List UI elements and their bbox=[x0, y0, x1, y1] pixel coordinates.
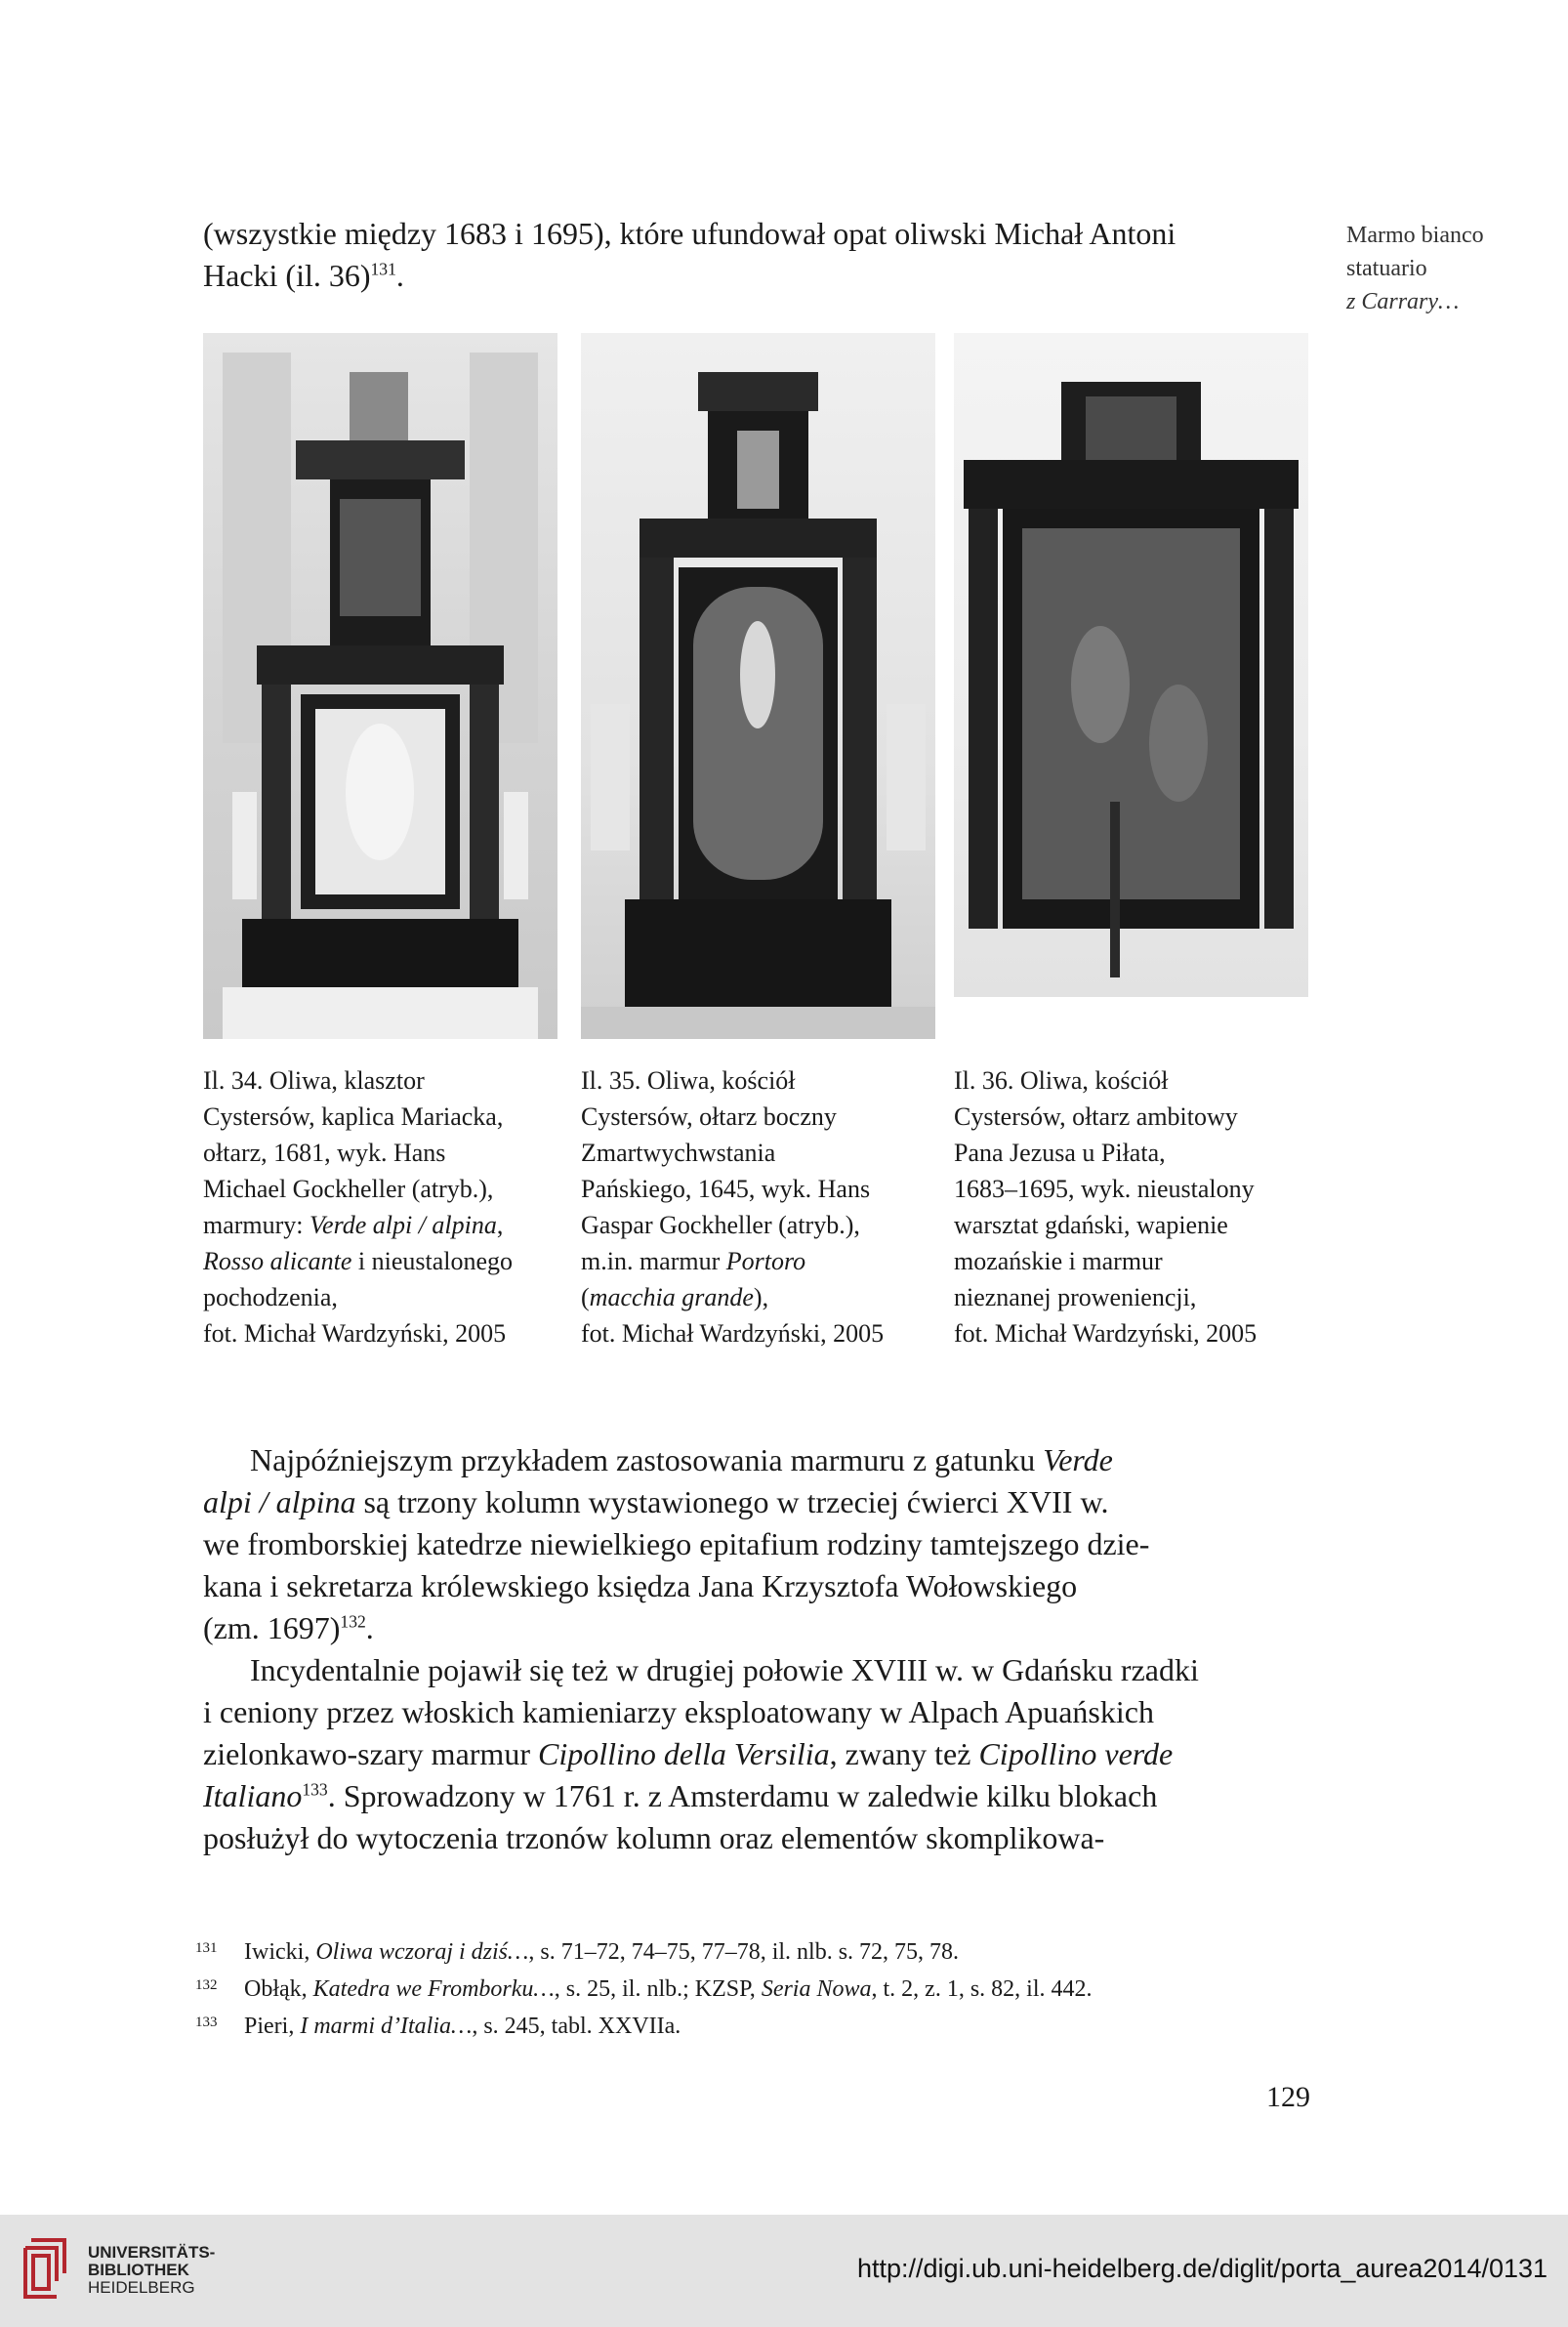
footer-bar bbox=[0, 2215, 1568, 2327]
figure-35-photo bbox=[581, 333, 935, 1039]
figure-36-photo bbox=[954, 333, 1308, 997]
intro-line-2: Hacki (il. 36)$^{131}$. bbox=[203, 258, 404, 293]
figure-35-caption: Il. 35. Oliwa, kościół Cystersów, ołtarz boczny Zmartwychwstania Pańskiego, 1645, wyk. Hans Gaspar Gockheller (atryb.), m.in. marmur Portoro (macchia grande), fot. Michał Wardzyński, 2005 bbox=[581, 1066, 885, 1348]
library-logo-text: UNIVERSITÄTS- BIBLIOTHEK HEIDELBERG bbox=[88, 2243, 216, 2297]
figure-36-caption: Il. 36. Oliwa, kościół Cystersów, ołtarz ambitowy Pana Jezusa u Piłata, 1683–1695, wyk. nieustalony warsztat gdański, wapienie mozańskie i marmur nieznanej proweniencji, fot. Michał Wardzyński, 2005 bbox=[954, 1066, 1258, 1348]
altar-mariacka-image bbox=[203, 333, 557, 1039]
figure-34-photo bbox=[203, 333, 557, 1039]
footnote-133: 133 Pieri, I marmi d’Italia…, s. 245, tabl. XXVIIa. bbox=[195, 2014, 681, 2039]
source-url-link[interactable]: http://digi.ub.uni-heidelberg.de/diglit/porta_aurea2014/0131 bbox=[857, 2254, 1548, 2283]
paragraph-1: Najpóźniejszym przykładem zastosowania marmuru z gatunku Verde alpi / alpina są trzony kolumn wystawionego w trzeciej ćwierci XVII w. we fromborskiej katedrze niewielkiego epitafium rodziny tamtejszego dzie- kana i sekretarza królewskiego księdza Jana Krzysztofa Wołowskiego (zm. 1697)$^{132}$. bbox=[203, 1442, 1150, 1645]
footnote-132: 132 Obłąk, Katedra we Fromborku…, s. 25, il. nlb.; KZSP, Seria Nowa, t. 2, z. 1, s. 82, il. 442. bbox=[195, 1976, 1093, 2002]
figure-34-caption: Il. 34. Oliwa, klasztor Cystersów, kaplica Mariacka, ołtarz, 1681, wyk. Hans Michael Gockheller (atryb.), marmury: Verde alpi / alpina, Rosso alicante i nieustalonego pochodzenia, fot. Michał Wardzyński, 2005 bbox=[203, 1066, 514, 1348]
library-logo-icon bbox=[21, 2234, 74, 2303]
footnote-131: 131 Iwicki, Oliwa wczoraj i dziś…, s. 71–72, 74–75, 77–78, il. nlb. s. 72, 75, 78. bbox=[195, 1939, 960, 1965]
margin-note: Marmo bianco statuario z Carrary… bbox=[1346, 223, 1484, 314]
intro-text bbox=[203, 213, 1311, 297]
paragraph-2: Incydentalnie pojawił się też w drugiej połowie XVIII w. w Gdańsku rzadki i ceniony przez włoskich kamieniarzy eksploatowany w Alpach Apuańskich zielonkawo-szary marmur Cipollino della Versilia, zwany też Cipollino verde Italiano$^{133}$. Sprowadzony w 1761 r. z Amsterdamu w zaledwie kilku blokach posłużył do wytoczenia trzonów kolumn oraz elementów skomplikowa- bbox=[203, 1652, 1199, 1855]
altar-zmartwychwstania-image bbox=[581, 333, 935, 1039]
page-number: 129 bbox=[1266, 2081, 1310, 2113]
intro-line-1: (wszystkie między 1683 i 1695), które ufundował opat oliwski Michał Antoni bbox=[203, 216, 1176, 251]
altar-ambitowy-image bbox=[954, 333, 1308, 997]
